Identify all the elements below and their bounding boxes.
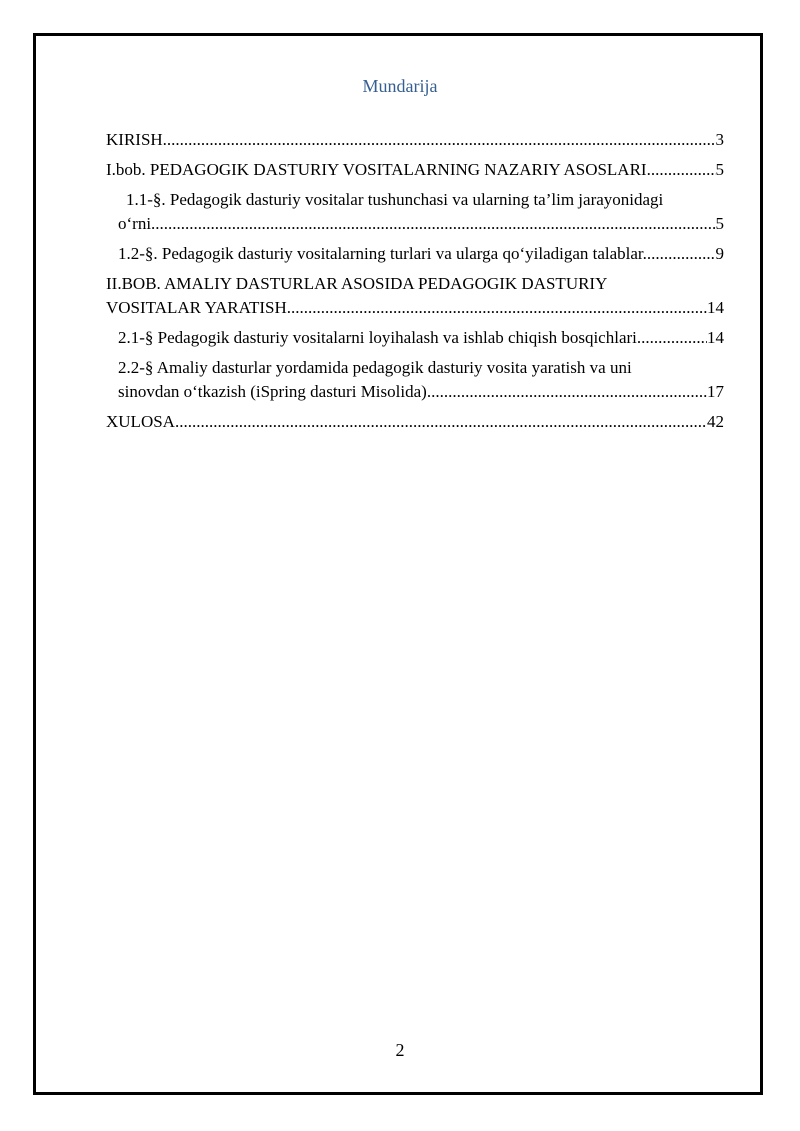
toc-page-number: 9 bbox=[715, 244, 724, 263]
toc-entry-text-line1: 2.2-§ Amaliy dasturlar yordamida pedagogik dasturiy vosita yaratish va uni bbox=[118, 358, 632, 377]
toc-page-number: 5 bbox=[715, 160, 724, 179]
toc-entry-section-2-2[interactable] bbox=[106, 356, 724, 404]
toc-page-number: 42 bbox=[707, 412, 724, 431]
toc-page-number: 14 bbox=[707, 298, 724, 317]
toc-entry-text: XULOSA bbox=[106, 412, 175, 431]
page-number: 2 bbox=[395, 1040, 405, 1060]
table-of-contents bbox=[106, 128, 724, 440]
toc-page-number: 17 bbox=[707, 382, 724, 401]
toc-entry-text-line1: II.BOB. AMALIY DASTURLAR ASOSIDA PEDAGOGIK DASTURIY bbox=[106, 274, 608, 293]
toc-entry-text: 1.2-§. Pedagogik dasturiy vositalarning turlari va ularga qo‘yiladigan talablar. bbox=[118, 244, 647, 263]
toc-entry-section-1-1[interactable] bbox=[106, 188, 724, 236]
toc-entry-text: KIRISH bbox=[106, 130, 163, 149]
toc-entry-text: I.bob. PEDAGOGIK DASTURIY VOSITALARNING NAZARIY ASOSLARI. bbox=[106, 160, 651, 179]
toc-dot-leader bbox=[641, 326, 707, 350]
toc-entry-chapter-2[interactable] bbox=[106, 272, 724, 320]
toc-dot-leader bbox=[163, 128, 716, 152]
toc-title: Mundarija bbox=[362, 76, 438, 96]
toc-entry-kirish[interactable] bbox=[106, 128, 724, 152]
toc-entry-text-line2: o‘rni bbox=[118, 214, 152, 233]
toc-entry-chapter-1[interactable] bbox=[106, 158, 724, 182]
toc-entry-section-1-2[interactable] bbox=[106, 242, 724, 266]
toc-dot-leader bbox=[175, 410, 707, 434]
toc-dot-leader bbox=[287, 296, 707, 320]
toc-dot-leader bbox=[151, 212, 715, 236]
toc-entry-text-line2: VOSITALAR YARATISH bbox=[106, 298, 287, 317]
toc-page-number: 14 bbox=[707, 328, 724, 347]
toc-dot-leader bbox=[651, 158, 716, 182]
toc-entry-section-2-1[interactable] bbox=[106, 326, 724, 350]
toc-entry-text-line1: 1.1-§. Pedagogik dasturiy vositalar tushunchasi va ularning ta’lim jarayonidagi bbox=[126, 190, 664, 209]
toc-entry-text: 2.1-§ Pedagogik dasturiy vositalarni loyihalash va ishlab chiqish bosqichlari. bbox=[118, 328, 642, 347]
toc-page-number: 5 bbox=[715, 214, 724, 233]
toc-entry-xulosa[interactable] bbox=[106, 410, 724, 434]
toc-dot-leader bbox=[647, 242, 716, 266]
toc-entry-text-line2: sinovdan o‘tkazish (iSpring dasturi Misolida) bbox=[118, 382, 427, 401]
toc-page-number: 3 bbox=[715, 130, 724, 149]
toc-dot-leader bbox=[427, 380, 707, 404]
